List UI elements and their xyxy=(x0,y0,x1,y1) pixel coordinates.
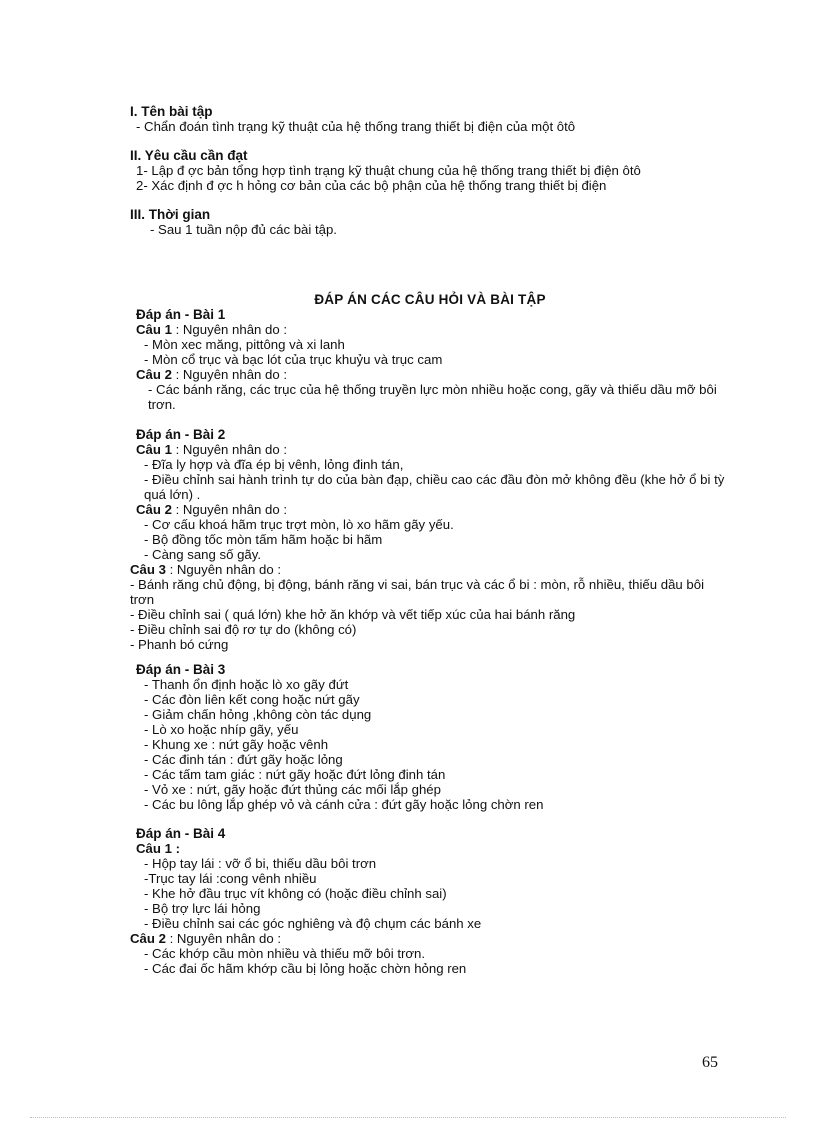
section-ten-bai-tap xyxy=(130,104,730,134)
list-item: - Các tấm tam giác : nứt gãy hoặc đứt lỏng đinh tán xyxy=(144,767,446,782)
answer-heading: Đáp án - Bài 3 xyxy=(136,662,226,677)
list-item: -Trục tay lái :cong vênh nhiều xyxy=(144,871,317,886)
question-text: : Nguyên nhân do : xyxy=(171,502,288,517)
list-item: - Các đinh tán : đứt gãy hoặc lỏng xyxy=(144,752,343,767)
page-number: 65 xyxy=(702,1054,718,1071)
section-heading: I. Tên bài tập xyxy=(130,104,213,119)
list-item: - Càng sang số gãy. xyxy=(144,547,262,562)
list-item: - Các đai ốc hãm khớp cầu bị lỏng hoặc chờn hỏng ren xyxy=(144,961,467,976)
list-item: - Thanh ổn định hoặc lò xo gãy đứt xyxy=(144,677,349,692)
list-item: - Điều chỉnh sai độ rơ tự do (không có) xyxy=(130,622,357,637)
answer-heading: Đáp án - Bài 2 xyxy=(136,427,226,442)
question-label: Câu 1 : xyxy=(136,841,180,856)
list-item: - Các bu lông lắp ghép vỏ và cánh cửa : đứt gãy hoặc lỏng chờn ren xyxy=(144,797,544,812)
text-line: - Sau 1 tuần nộp đủ các bài tập. xyxy=(150,222,337,237)
section-thoi-gian xyxy=(130,207,730,237)
list-item: - Phanh bó cứng xyxy=(130,637,229,652)
question-text: : Nguyên nhân do : xyxy=(171,367,288,382)
list-item: - Khung xe : nứt gãy hoặc vênh xyxy=(144,737,329,752)
question-line xyxy=(130,322,730,337)
question-label: Câu 1 xyxy=(136,442,172,457)
question-label: Câu 2 xyxy=(136,502,172,517)
question-text: : Nguyên nhân do : xyxy=(165,931,282,946)
footer-divider xyxy=(30,1117,786,1118)
list-item: - Lò xo hoặc nhíp gãy, yếu xyxy=(144,722,299,737)
section-yeu-cau xyxy=(130,148,730,193)
question-line xyxy=(130,367,730,382)
question-label: Câu 3 xyxy=(130,562,166,577)
question-line xyxy=(130,442,730,457)
answer-bai-3 xyxy=(130,662,730,812)
answer-heading: Đáp án - Bài 1 xyxy=(136,307,226,322)
list-item: - Các khớp cầu mòn nhiều và thiếu mỡ bôi trơn. xyxy=(144,946,426,961)
question-text: : Nguyên nhân do : xyxy=(171,322,288,337)
section-heading: III. Thời gian xyxy=(130,207,211,222)
list-item: - Vỏ xe : nứt, gãy hoặc đứt thủng các mối lắp ghép xyxy=(144,782,441,797)
list-item: - Khe hở đầu trục vít không có (hoặc điều chỉnh sai) xyxy=(144,886,447,901)
list-item: - Hộp tay lái : vỡ ổ bi, thiếu dầu bôi trơn xyxy=(144,856,377,871)
list-item: - Giảm chấn hỏng ,không còn tác dụng xyxy=(144,707,372,722)
list-item: - Bộ đồng tốc mòn tấm hãm hoặc bi hãm xyxy=(144,532,383,547)
list-item: - Cơ cấu khoá hãm trục trợt mòn, lò xo hãm gãy yếu. xyxy=(144,517,454,532)
list-item: - Đĩa ly hợp và đĩa ép bị vênh, lỏng đinh tán, xyxy=(144,457,404,472)
list-item: - Điều chỉnh sai ( quá lớn) khe hở ăn khớp và vết tiếp xúc của hai bánh răng xyxy=(130,607,576,622)
list-item: - Bánh răng chủ động, bị động, bánh răng vi sai, bán trục và các ổ bi : mòn, rỗ nhiều, thiếu dầu bôi trơn xyxy=(130,577,705,607)
list-item: - Các đòn liên kết cong hoặc nứt gãy xyxy=(144,692,360,707)
question-label: Câu 2 xyxy=(136,367,172,382)
answer-bai-2 xyxy=(130,427,730,652)
text-line: - Chẩn đoán tình trạng kỹ thuật của hệ thống trang thiết bị điện của một ôtô xyxy=(136,119,576,134)
question-line xyxy=(130,931,730,946)
list-item: - Các bánh răng, các trục của hệ thống truyền lực mòn nhiều hoặc cong, gãy và thiếu dầu mỡ bôi trơn. xyxy=(148,382,717,412)
list-item: - Mòn cổ trục và bạc lót của trục khuỷu và trục cam xyxy=(144,352,443,367)
question-label: Câu 1 xyxy=(136,322,172,337)
answer-heading: Đáp án - Bài 4 xyxy=(136,826,226,841)
question-text: : Nguyên nhân do : xyxy=(165,562,282,577)
answer-bai-4 xyxy=(130,826,730,976)
text-line: 1- Lập đ ợc bản tổng hợp tình trạng kỹ thuật chung của hệ thống trang thiết bị điện ôtô xyxy=(136,163,641,178)
text-line: 2- Xác định đ ợc h hỏng cơ bản của các bộ phận của hệ thống trang thiết bị điện xyxy=(136,178,607,193)
question-line xyxy=(130,502,730,517)
answer-bai-1 xyxy=(130,307,730,412)
answers-title: ĐÁP ÁN CÁC CÂU HỎI VÀ BÀI TẬP xyxy=(314,292,546,307)
question-label: Câu 2 xyxy=(130,931,166,946)
list-item: - Điều chỉnh sai hành trình tự do của bàn đạp, chiều cao các đầu đòn mở không đều (khe hở ổ bi tỳ quá lớn) . xyxy=(144,472,725,502)
list-item: - Mòn xec măng, pittông và xi lanh xyxy=(144,337,345,352)
list-item: - Bộ trợ lực lái hỏng xyxy=(144,901,261,916)
list-item: - Điều chỉnh sai các góc nghiêng và độ chụm các bánh xe xyxy=(144,916,482,931)
question-line xyxy=(130,562,730,577)
section-heading: II. Yêu cầu cần đạt xyxy=(130,148,248,163)
question-text: : Nguyên nhân do : xyxy=(171,442,288,457)
